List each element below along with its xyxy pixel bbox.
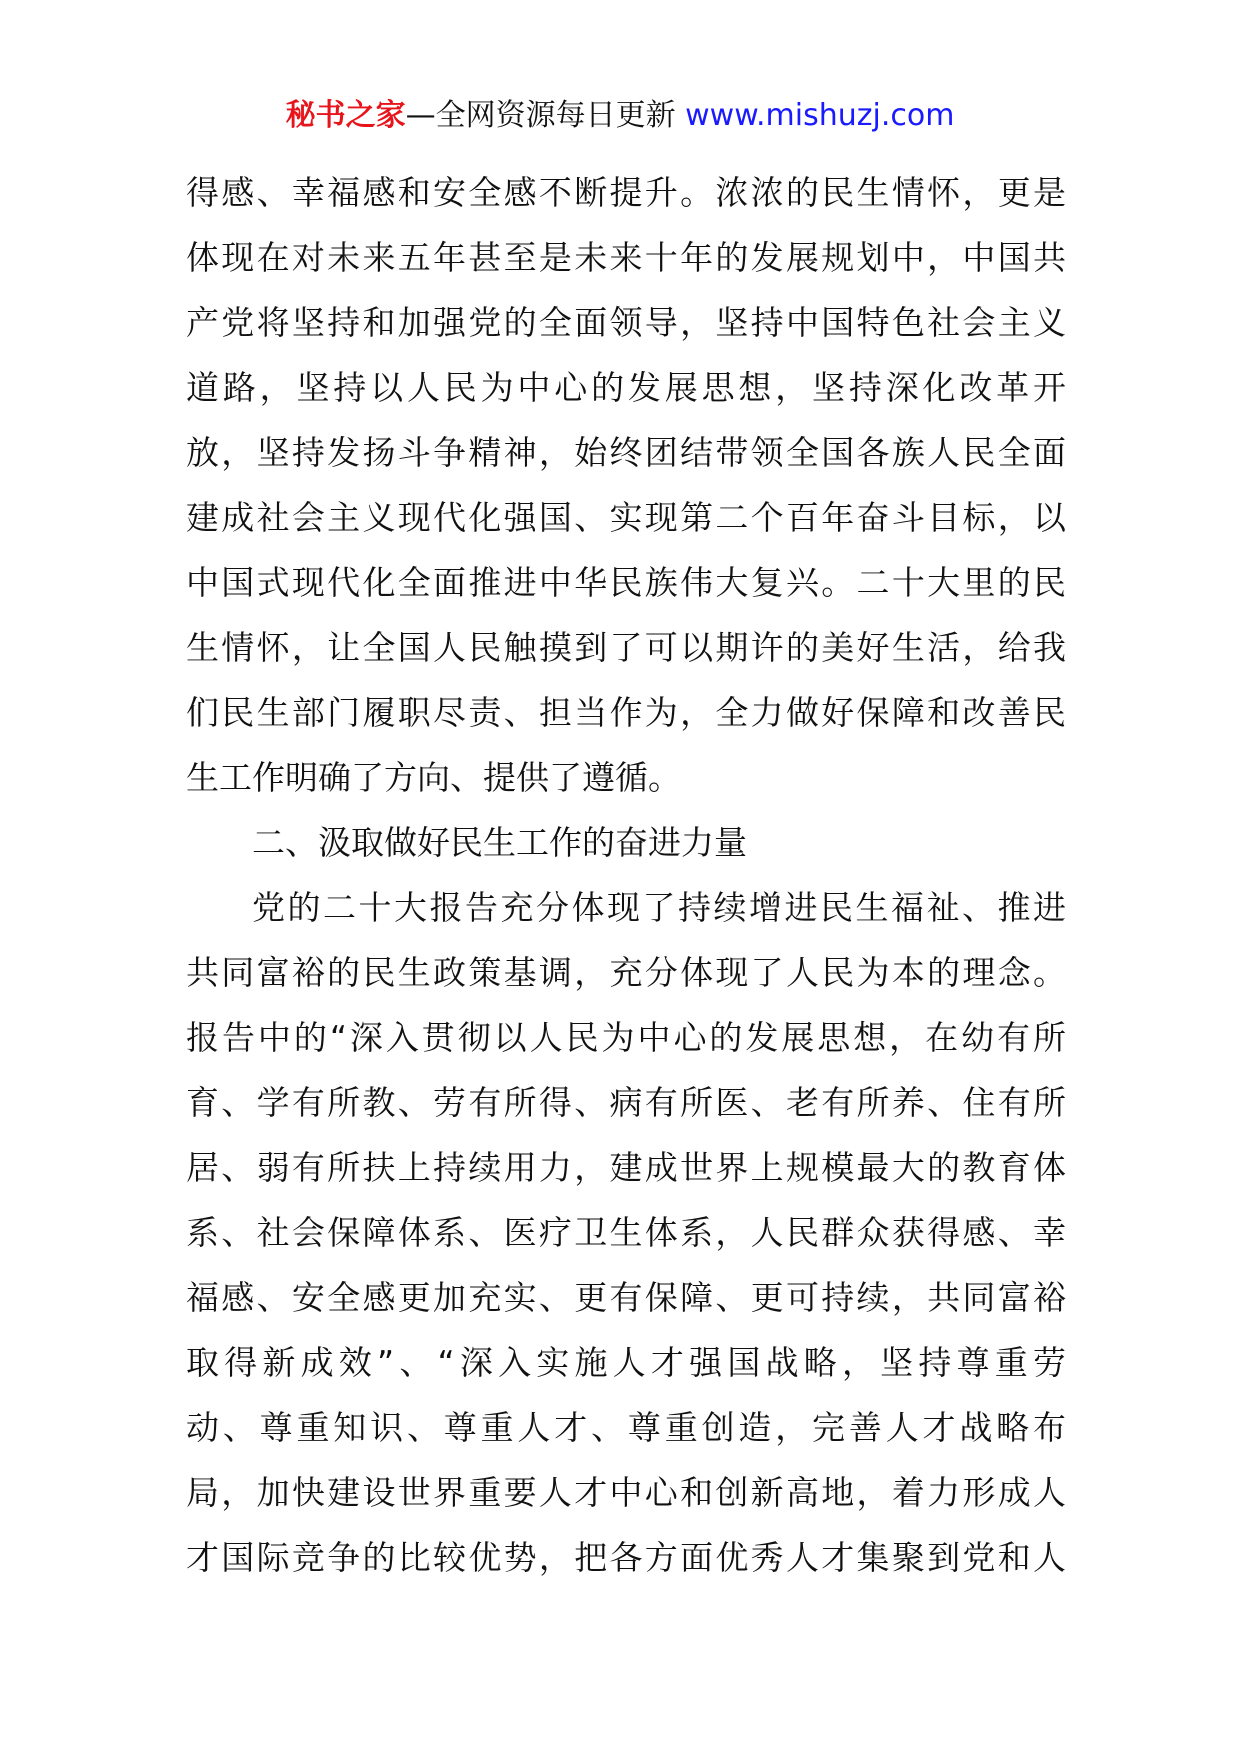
text-line: 中国式现代化全面推进中华民族伟大复兴。二十大里的民 bbox=[186, 563, 1066, 602]
text-line: 动、尊重知识、尊重人才、尊重创造，完善人才战略布 bbox=[186, 1408, 1066, 1447]
text-line: 共同富裕的民生政策基调，充分体现了人民为本的理念。 bbox=[186, 953, 1066, 992]
text-line: 们民生部门履职尽责、担当作为，全力做好保障和改善民 bbox=[186, 693, 1066, 732]
text-line: 才国际竞争的比较优势，把各方面优秀人才集聚到党和人 bbox=[186, 1538, 1066, 1577]
text-line: 福感、安全感更加充实、更有保障、更可持续，共同富裕 bbox=[186, 1278, 1066, 1317]
site-tagline: —全网资源每日更新 bbox=[405, 98, 676, 133]
site-header bbox=[0, 96, 1240, 136]
text-line: 党的二十大报告充分体现了持续增进民生福祉、推进 bbox=[252, 888, 1066, 927]
text-line: 取得新成效”、“深入实施人才强国战略，坚持尊重劳 bbox=[186, 1343, 1066, 1382]
text-line: 生工作明确了方向、提供了遵循。 bbox=[186, 758, 681, 797]
site-brand: 秘书之家 bbox=[285, 98, 406, 133]
text-line: 建成社会主义现代化强国、实现第二个百年奋斗目标，以 bbox=[186, 498, 1066, 537]
text-line: 道路，坚持以人民为中心的发展思想，坚持深化改革开 bbox=[186, 368, 1066, 407]
text-line: 报告中的“深入贯彻以人民为中心的发展思想，在幼有所 bbox=[186, 1018, 1066, 1057]
text-line: 居、弱有所扶上持续用力，建成世界上规模最大的教育体 bbox=[186, 1148, 1066, 1187]
text-line: 生情怀，让全国人民触摸到了可以期许的美好生活，给我 bbox=[186, 628, 1066, 667]
text-line: 产党将坚持和加强党的全面领导，坚持中国特色社会主义 bbox=[186, 303, 1066, 342]
text-line: 局，加快建设世界重要人才中心和创新高地，着力形成人 bbox=[186, 1473, 1066, 1512]
text-line: 系、社会保障体系、医疗卫生体系，人民群众获得感、幸 bbox=[186, 1213, 1066, 1252]
document-body bbox=[186, 160, 1066, 1590]
text-line: 育、学有所教、劳有所得、病有所医、老有所养、住有所 bbox=[186, 1083, 1066, 1122]
text-line: 得感、幸福感和安全感不断提升。浓浓的民生情怀，更是 bbox=[186, 173, 1066, 212]
text-line: 体现在对未来五年甚至是未来十年的发展规划中，中国共 bbox=[186, 238, 1066, 277]
site-url-link[interactable]: www.mishuzj.com bbox=[685, 98, 955, 133]
text-line: 放，坚持发扬斗争精神，始终团结带领全国各族人民全面 bbox=[186, 433, 1066, 472]
section-heading: 二、汲取做好民生工作的奋进力量 bbox=[252, 823, 747, 862]
